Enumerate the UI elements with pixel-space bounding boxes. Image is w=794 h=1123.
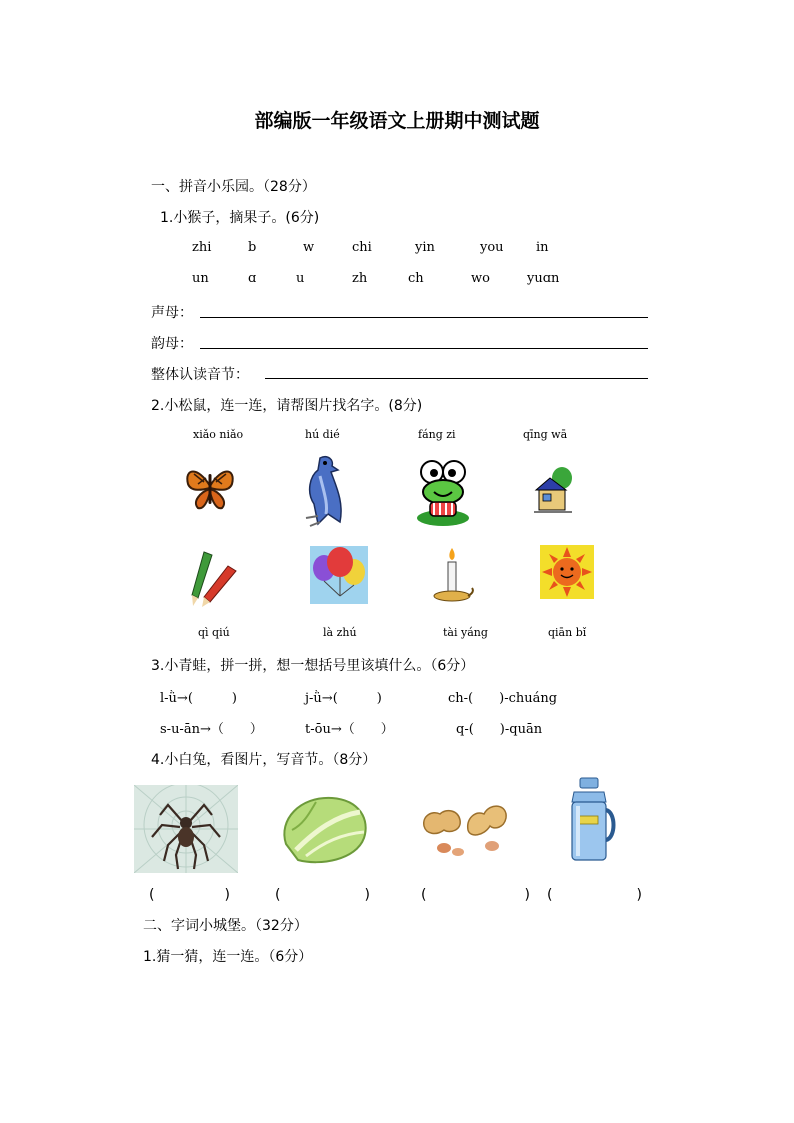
answer-line-label: 整体认读音节： [151,367,249,383]
answer-line[interactable] [265,378,648,379]
page-title: 部编版一年级语文上册期中测试题 [254,110,540,132]
pinyin-item: ch [408,271,424,286]
pinyin-word: qīng wā [523,428,568,441]
pinyin-item: you [480,240,504,255]
pinyin-item: u [296,271,305,286]
pinyin-item: in [536,240,549,255]
pinyin-item: un [192,271,209,286]
pinyin-item: ɑ [248,271,257,286]
fill-blank-item[interactable]: ch-( )-chuáng [448,691,558,706]
bird-image[interactable] [298,452,354,528]
section-2-question-1-label: 1.猜一猜，连一连。（6分） [143,949,313,965]
answer-blank[interactable]: ( ) [149,887,230,903]
thermos-image[interactable] [564,776,618,868]
section-2-heading: 二、字词小城堡。（32分） [143,918,308,934]
question-1-label: 1.小猴子，摘果子。(6分) [160,210,320,226]
pinyin-word: tài yáng [443,626,488,639]
fill-blank-item[interactable]: q-( )-quān [456,722,543,737]
pinyin-word: qiān bǐ [548,626,587,639]
pencils-image[interactable] [184,546,242,608]
answer-blank[interactable]: ( ) [421,887,530,903]
pinyin-word: là zhú [323,626,357,639]
section-1-heading: 一、拼音小乐园。（28分） [151,179,316,195]
fill-blank-item[interactable]: j-ǜ→( ) [305,691,382,706]
question-2-label: 2.小松鼠，连一连，请帮图片找名字。(8分) [151,398,423,414]
answer-line[interactable] [200,348,648,349]
pinyin-item: b [248,240,257,255]
answer-line-label: 韵母： [151,336,193,352]
frog-image[interactable] [414,458,472,528]
pinyin-item: wo [471,271,490,286]
pinyin-item: zh [352,271,368,286]
answer-line-label: 声母： [151,305,193,321]
pinyin-item: zhi [192,240,212,255]
pinyin-word: xiǎo niǎo [193,428,244,441]
fill-blank-item[interactable]: l-ǜ→( ) [160,691,237,706]
pinyin-item: w [303,240,315,255]
balloons-image[interactable] [310,546,368,604]
pinyin-item: yin [415,240,435,255]
answer-line[interactable] [200,317,648,318]
answer-blank[interactable]: ( ) [547,887,642,903]
cabbage-image[interactable] [276,790,372,866]
fill-blank-item[interactable]: t-ōu→（ ） [305,722,394,737]
question-4-label: 4.小白兔，看图片，写音节。（8分） [151,752,377,768]
pinyin-item: yuɑn [527,271,560,286]
candle-image[interactable] [430,546,476,606]
answer-blank[interactable]: ( ) [275,887,370,903]
fill-blank-item[interactable]: s-u-ān→（ ） [160,722,263,737]
pinyin-item: chi [352,240,372,255]
house-image[interactable] [532,466,574,516]
butterfly-image[interactable] [184,462,236,512]
spider-image[interactable] [134,785,238,873]
pinyin-word: fáng zi [418,428,456,441]
pinyin-word: hú dié [305,428,340,441]
sun-image[interactable] [540,545,594,599]
pinyin-word: qì qiú [198,626,230,639]
question-3-label: 3.小青蛙，拼一拼，想一想括号里该填什么。（6分） [151,658,475,674]
peanuts-image[interactable] [418,796,514,858]
